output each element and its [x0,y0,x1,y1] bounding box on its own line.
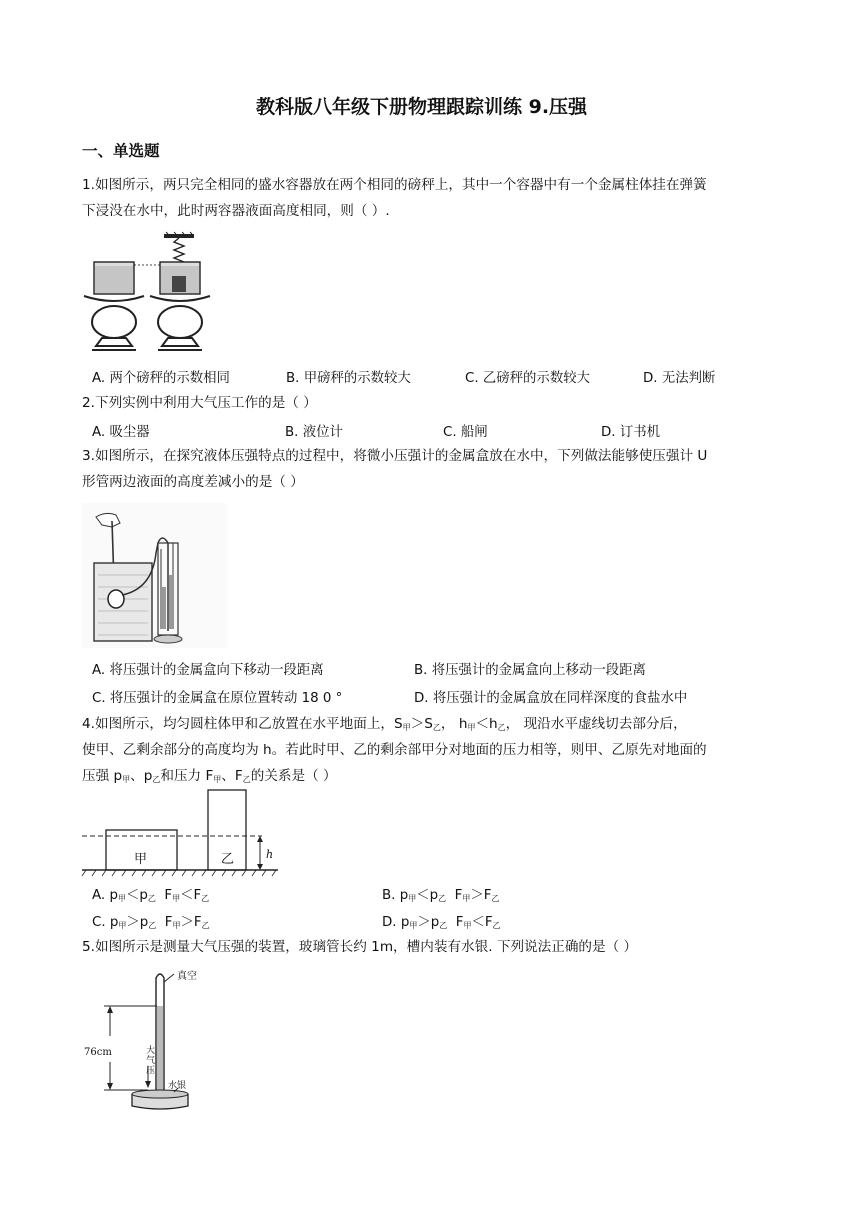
question-1-option-b[interactable]: B. 甲磅秤的示数较大 [286,371,411,386]
figure-label-h: h [266,848,274,861]
question-4-option-c[interactable]: C. $p_甲>p_乙$ $F_甲>F_乙$ [92,915,210,930]
question-3-option-a[interactable]: A. 将压强计的金属盒向下移动一段距离 [92,663,324,678]
question-3-text-line1: 3.如图所示，在探究液体压强特点的过程中，将微小压强计的金属盒放在水中，下列做法能够使压强计 U [82,448,708,464]
page-title: 教科版八年级下册物理跟踪训练 9.压强 [256,96,588,118]
question-1-option-a[interactable]: A. 两个磅秤的示数相同 [92,371,230,386]
question-2-text: 2.下列实例中利用大气压工作的是（ ） [82,395,317,411]
question-2-option-d[interactable]: D. 订书机 [601,425,660,440]
figure-label-yi: 乙 [221,852,235,867]
figure-label-vacuum: 真空 [177,971,197,982]
question-1-text-line1: 1.如图所示，两只完全相同的盛水容器放在两个相同的磅秤上，其中一个容器中有一个金属柱体挂在弹簧 [82,177,707,193]
figure-label-mercury: 水银 [168,1081,187,1091]
question-3-text-line2: 形管两边液面的高度差减小的是（ ） [82,474,304,490]
question-2-option-a[interactable]: A. 吸尘器 [92,425,150,440]
figure-label-atmospheric-pressure: 大气压 [146,1046,156,1076]
question-4-text-line1: 4.如图所示，均匀圆柱体甲和乙放置在水平地面上，$S_甲>S_乙$， $h_甲<h_乙$， 现沿水平虚线切去部分后， [82,716,687,732]
figure-label-76cm: 76cm [84,1047,112,1058]
question-4-option-a[interactable]: A. $p_甲<p_乙$ $F_甲<F_乙$ [92,888,210,903]
question-4-option-d[interactable]: D. $p_甲>p_乙$ $F_甲<F_乙$ [382,915,501,930]
question-3-option-b[interactable]: B. 将压强计的金属盒向上移动一段距离 [414,663,646,678]
question-5-text: 5.如图所示是测量大气压强的装置，玻璃管长约 1m，槽内装有水银. 下列说法正确的是（ ） [82,939,638,955]
question-4-text-line3: 压强 $p_甲$、$p_乙$和压力 $F_甲$、$F_乙$的关系是（ ） [82,768,337,784]
question-4-option-b[interactable]: B. $p_甲<p_乙$ $F_甲>F_乙$ [382,888,500,903]
question-3-figure-pressure-gauge [82,503,227,648]
figure-label-jia: 甲 [134,852,148,867]
question-2-option-b[interactable]: B. 液位计 [285,425,343,440]
question-1-figure-scales [82,232,232,356]
question-1-text-line2: 下浸没在水中，此时两容器液面高度相同，则（ ）. [82,203,390,219]
question-1-option-c[interactable]: C. 乙磅秤的示数较大 [465,371,590,386]
question-3-option-d[interactable]: D. 将压强计的金属盒放在同样深度的食盐水中 [414,691,688,706]
section-heading: 一、单选题 [82,142,160,160]
question-5-figure-torricelli [82,966,222,1116]
question-2-option-c[interactable]: C. 船闸 [443,425,488,440]
question-4-text-line2: 使甲、乙剩余部分的高度均为 h。若此时甲、乙的剩余部甲分对地面的压力相等，则甲、乙原先对地面的 [82,742,707,758]
question-4-figure-cylinders [82,788,282,878]
question-3-option-c[interactable]: C. 将压强计的金属盒在原位置转动 18 0 ° [92,691,343,706]
question-1-option-d[interactable]: D. 无法判断 [643,371,716,386]
